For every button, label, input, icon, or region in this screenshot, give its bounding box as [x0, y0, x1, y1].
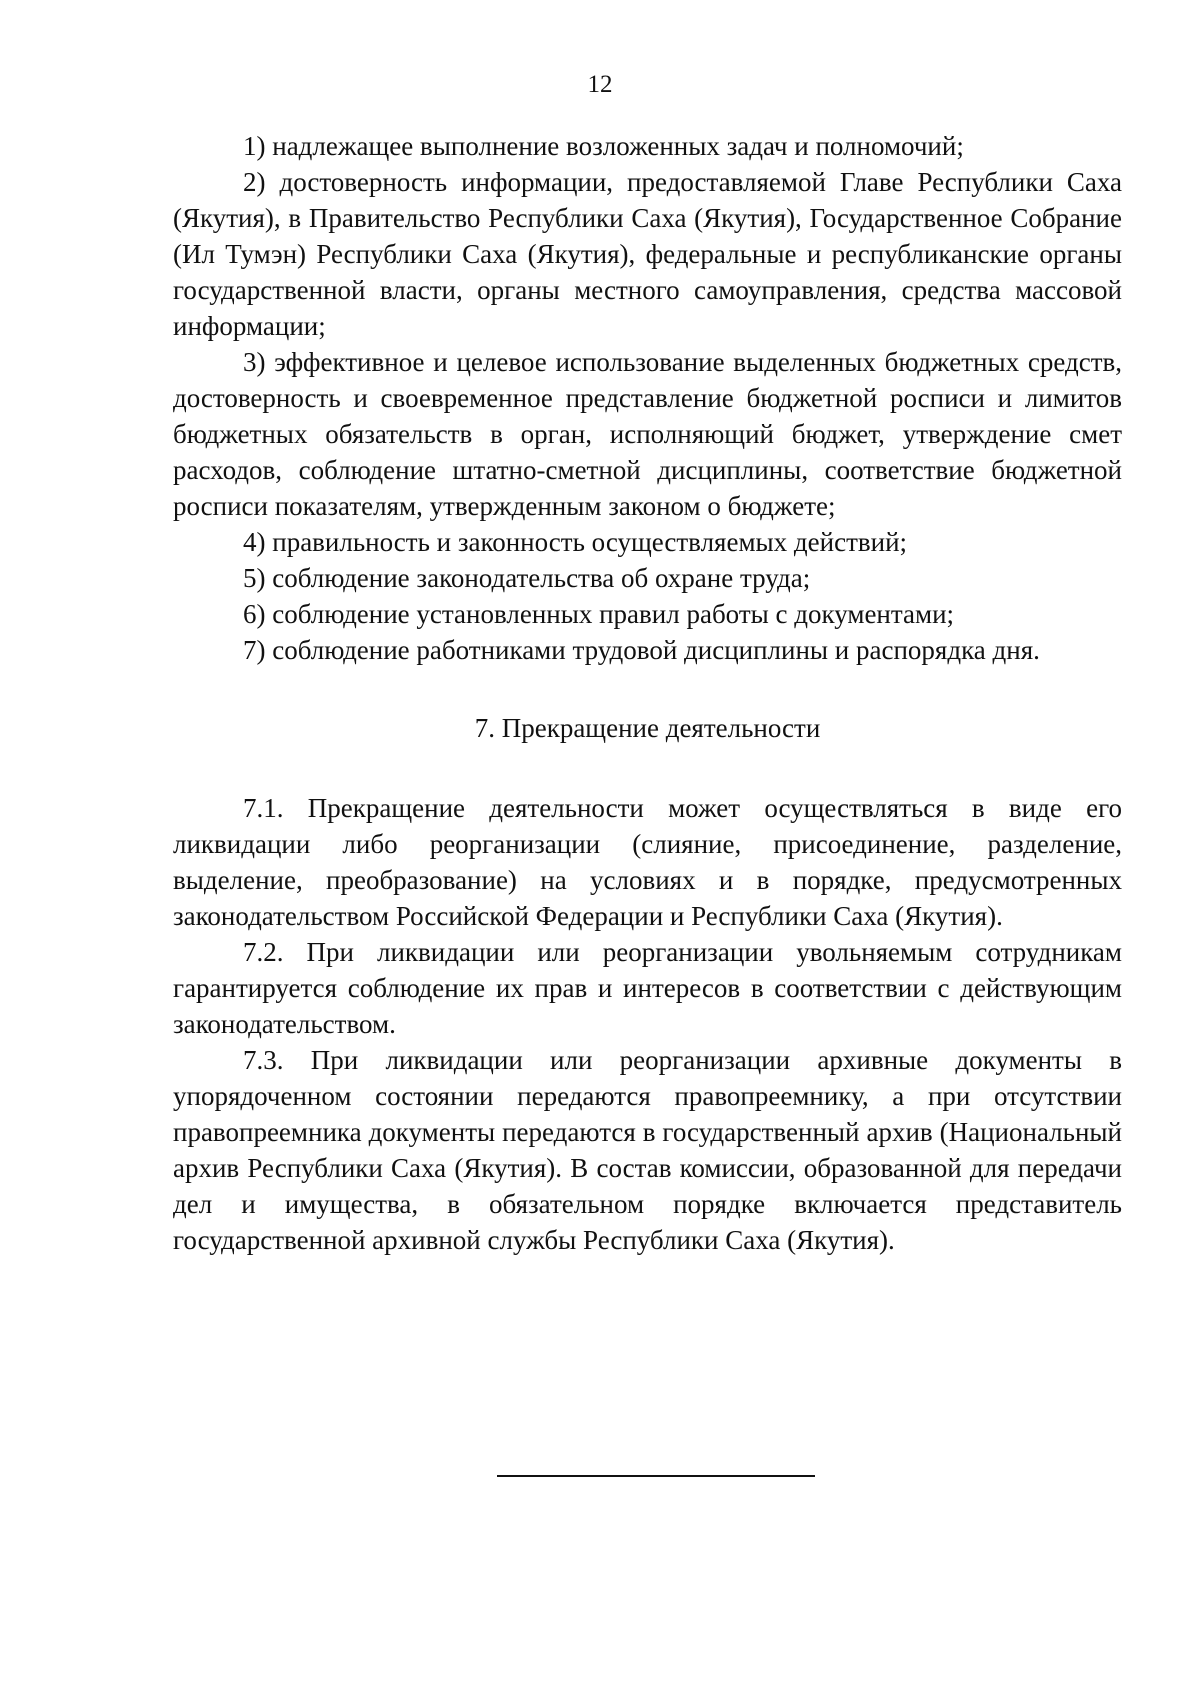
section-paragraph: 7.3. При ликвидации или реорганизации архивные документы в упорядоченном состоянии передаются правопреемнику, а при отсутствии правопреемника документы передаются в государственный архив (Национальный архив Республики Саха (Якутия). В состав комиссии, образованной для передачи дел и имущества, в обязательном порядке включается представитель государственной архивной службы Республики Саха (Якутия). [173, 1045, 1122, 1255]
document-body [173, 128, 1122, 1258]
list-item: 2) достоверность информации, предоставляемой Главе Республики Саха (Якутия), в Правительство Республики Саха (Якутия), Государственное Собрание (Ил Тумэн) Республики Саха (Якутия), федеральные и республиканские органы государственной власти, органы местного самоуправления, средства массовой информации; [173, 167, 1122, 341]
list-item: 5) соблюдение законодательства об охране труда; [243, 563, 811, 593]
section-paragraph: 7.2. При ликвидации или реорганизации увольняемым сотрудникам гарантируется соблюдение их прав и интересов в соответствии с действующим законодательством. [173, 937, 1122, 1039]
section-heading: 7. Прекращение деятельности [474, 713, 821, 743]
list-item: 4) правильность и законность осуществляемых действий; [243, 527, 908, 557]
section-paragraph: 7.1. Прекращение деятельности может осуществляться в виде его ликвидации либо реорганизации (слияние, присоединение, разделение, выделение, преобразование) на условиях и в порядке, предусмотренных законодательством Российской Федерации и Республики Саха (Якутия). [173, 793, 1122, 931]
list-item: 1) надлежащее выполнение возложенных задач и полномочий; [243, 131, 964, 161]
page-number: 12 [587, 71, 613, 98]
list-item: 3) эффективное и целевое использование выделенных бюджетных средств, достоверность и своевременное представление бюджетной росписи и лимитов бюджетных обязательств в орган, исполняющий бюджет, утверждение смет расходов, соблюдение штатно-сметной дисциплины, соответствие бюджетной росписи показателям, утвержденным законом о бюджете; [173, 347, 1122, 521]
end-divider [497, 1475, 815, 1477]
list-item: 7) соблюдение работниками трудовой дисциплины и распорядка дня. [243, 635, 1040, 665]
list-item: 6) соблюдение установленных правил работы с документами; [243, 599, 955, 629]
